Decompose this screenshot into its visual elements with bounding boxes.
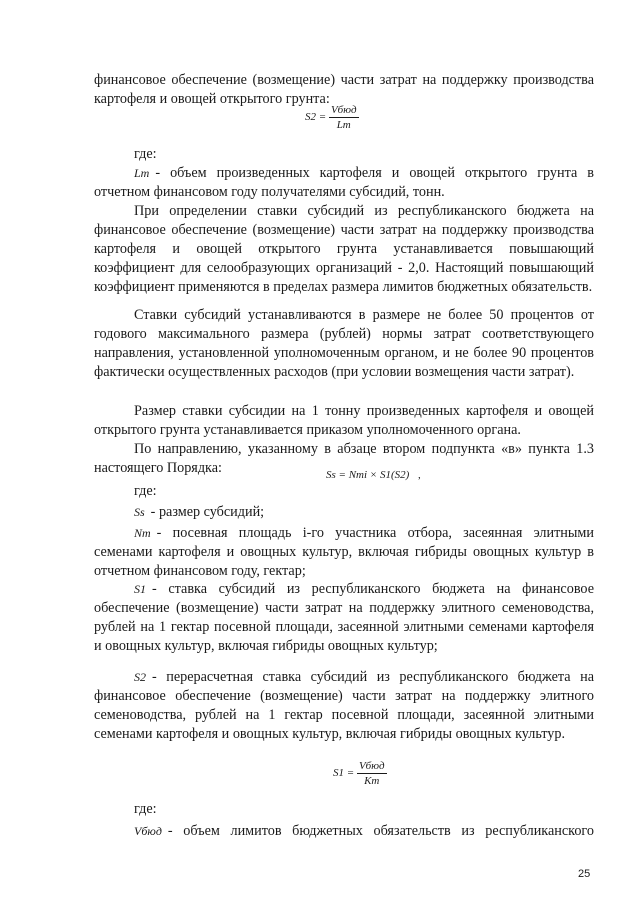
definition-ss-text: - размер субсидий; <box>150 504 265 520</box>
definition-s1 <box>94 580 594 656</box>
definition-s1-text: - ставка субсидий из республиканского бюджета на финансовое обеспечение (возмещение) части затрат на поддержку элитного семеноводства, рублей на 1 гектар посевной площади, засеянной элитными семенами картофеля и овощных культур, включая гибриды овощных культур; <box>94 581 594 654</box>
definition-s2-text: - перерасчетная ставка субсидий из республиканского бюджета на финансовое обеспечение (возмещение) части затрат на поддержку элитного семеноводства, рублей на 1 гектар посевной площади, засеянной элитными семенами картофеля и овощных культур, включая гибриды овощных культур. <box>94 669 594 742</box>
formula-s2-numerator: Vбюд <box>330 104 357 116</box>
definition-nm-text: - посевная площадь i-го участника отбора, засеянная элитными семенами картофеля и овощных культур, включая гибриды овощных культур в отчетном финансовом году, гектар; <box>94 525 594 579</box>
definition-nm <box>94 524 594 581</box>
paragraph-intro: финансовое обеспечение (возмещение) части затрат на поддержку производства картофеля и овощей открытого грунта: <box>94 72 594 107</box>
formula-s1-numerator: Vбюд <box>358 760 385 772</box>
formula-ss-comma: , <box>418 469 421 481</box>
formula-s2-lhs: S2 = <box>305 111 327 124</box>
definition-vbud <box>94 822 594 841</box>
definition-lm <box>94 164 594 202</box>
formula-s1 <box>333 760 387 787</box>
paragraph-rate-per-ton: Размер ставки субсидии на 1 тонну произведенных картофеля и овощей открытого грунта устанавливается приказом уполномоченного органа. <box>94 403 594 438</box>
formula-s2-denominator: Lm <box>336 119 351 131</box>
formula-s2-fraction <box>329 104 359 131</box>
symbol-vbud: Vбюд <box>134 824 162 838</box>
where-label-2: где: <box>134 483 157 499</box>
symbol-s2: S2 <box>134 670 146 684</box>
paragraph-rates: Ставки субсидий устанавливаются в размере не более 50 процентов от годового максимального размера (рублей) нормы затрат соответствующего направления, установленной уполномоченным органом, и не более 90 процентов фактически осуществленных расходов (при условии возмещения части затрат). <box>94 307 594 380</box>
formula-s2 <box>305 104 359 131</box>
paragraph-direction: По направлению, указанному в абзаце втором подпункта «в» пункта 1.3 настоящего Порядка: <box>94 441 594 476</box>
paragraph-coefficient: При определении ставки субсидий из республиканского бюджета на финансовое обеспечение (возмещение) части затрат на поддержку производства картофеля и овощей открытого грунта устанавливается повышающий коэффициент для селообразующих организаций - 2,0. Настоящий повышающий коэффициент применяются в пределах размера лимитов бюджетных обязательств. <box>94 203 594 295</box>
formula-s1-fraction <box>357 760 387 787</box>
symbol-ss: Ss <box>134 505 145 519</box>
symbol-lm: Lm <box>134 166 150 180</box>
definition-lm-text: - объем произведенных картофеля и овощей открытого грунта в отчетном финансовом году получателями субсидий, тонн. <box>94 165 594 200</box>
formula-ss-expression: Ss = Nmi × S1(S2) <box>326 469 410 481</box>
page-number: 25 <box>578 868 591 880</box>
formula-s1-lhs: S1 = <box>333 767 355 780</box>
definition-ss <box>134 503 264 522</box>
where-label-1: где: <box>134 146 157 162</box>
definition-s2 <box>94 668 594 744</box>
formula-ss <box>326 469 421 481</box>
definition-vbud-text: - объем лимитов бюджетных обязательств из республиканского <box>167 823 594 839</box>
formula-s1-denominator: Km <box>364 775 380 787</box>
where-label-3: где: <box>134 801 157 817</box>
symbol-nm: Nm <box>134 526 151 540</box>
symbol-s1: S1 <box>134 582 146 596</box>
